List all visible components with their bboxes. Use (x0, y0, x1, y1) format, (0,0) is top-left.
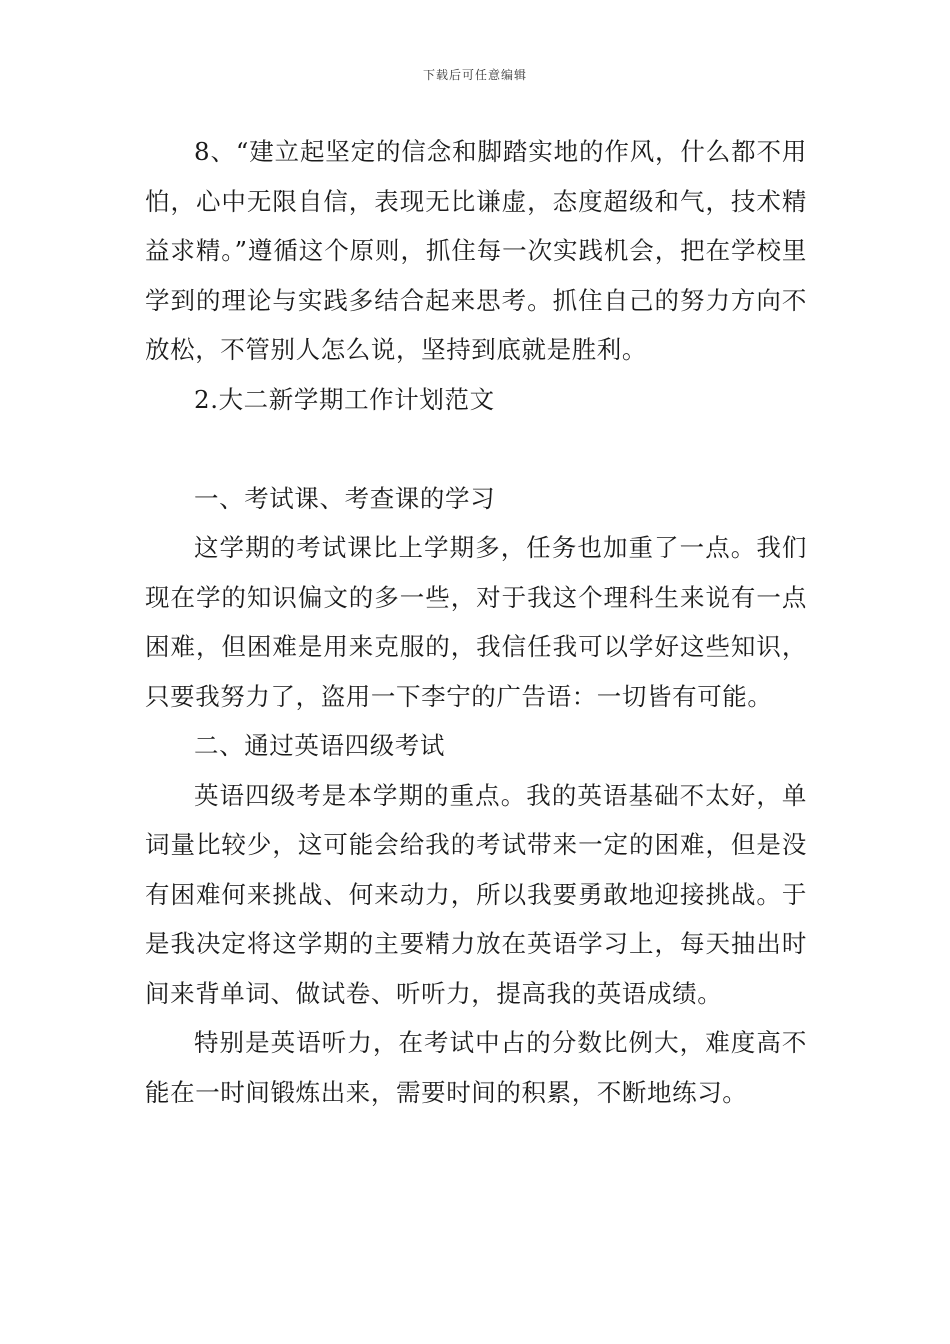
heading-section-two: 二、通过英语四级考试 (194, 731, 445, 760)
paragraph-item-8: 8、“建立起坚定的信念和脚踏实地的作风，什么都不用怕，心中无限自信，表现无比谦虚，态度超级和气，技术精益求精。”遵循这个原则，抓住每一次实践机会，把在学校里学到的理论与实践多结合起来思考。抓住自己的努力方向不放松，不管别人怎么说，坚持到底就是胜利。 (145, 137, 807, 364)
section-title: 2.大二新学期工作计划范文 (194, 384, 495, 414)
paragraph-section-one: 这学期的考试课比上学期多，任务也加重了一点。我们现在学的知识偏文的多一些，对于我这个理科生来说有一点困难，但困难是用来克服的，我信任我可以学好这些知识，只要我努力了，盗用一下李宁的广告语：一切皆有可能。 (145, 533, 807, 711)
blank-line (145, 424, 807, 474)
page-header-note: 下载后可任意编辑 (422, 68, 527, 82)
heading-section-one: 一、考试课、考查课的学习 (194, 483, 496, 513)
paragraph-listening: 特别是英语听力，在考试中占的分数比例大，难度高不能在一时间锻炼出来，需要时间的积累，不断地练习。 (145, 1028, 807, 1107)
document-body (145, 127, 807, 1117)
paragraph-section-two: 英语四级考是本学期的重点。我的英语基础不太好，单词量比较少，这可能会给我的考试带来一定的困难，但是没有困难何来挑战、何来动力，所以我要勇敢地迎接挑战。于是我决定将这学期的主要精力放在英语学习上，每天抽出时间来背单词、做试卷、听听力，提高我的英语成绩。 (145, 780, 807, 1008)
